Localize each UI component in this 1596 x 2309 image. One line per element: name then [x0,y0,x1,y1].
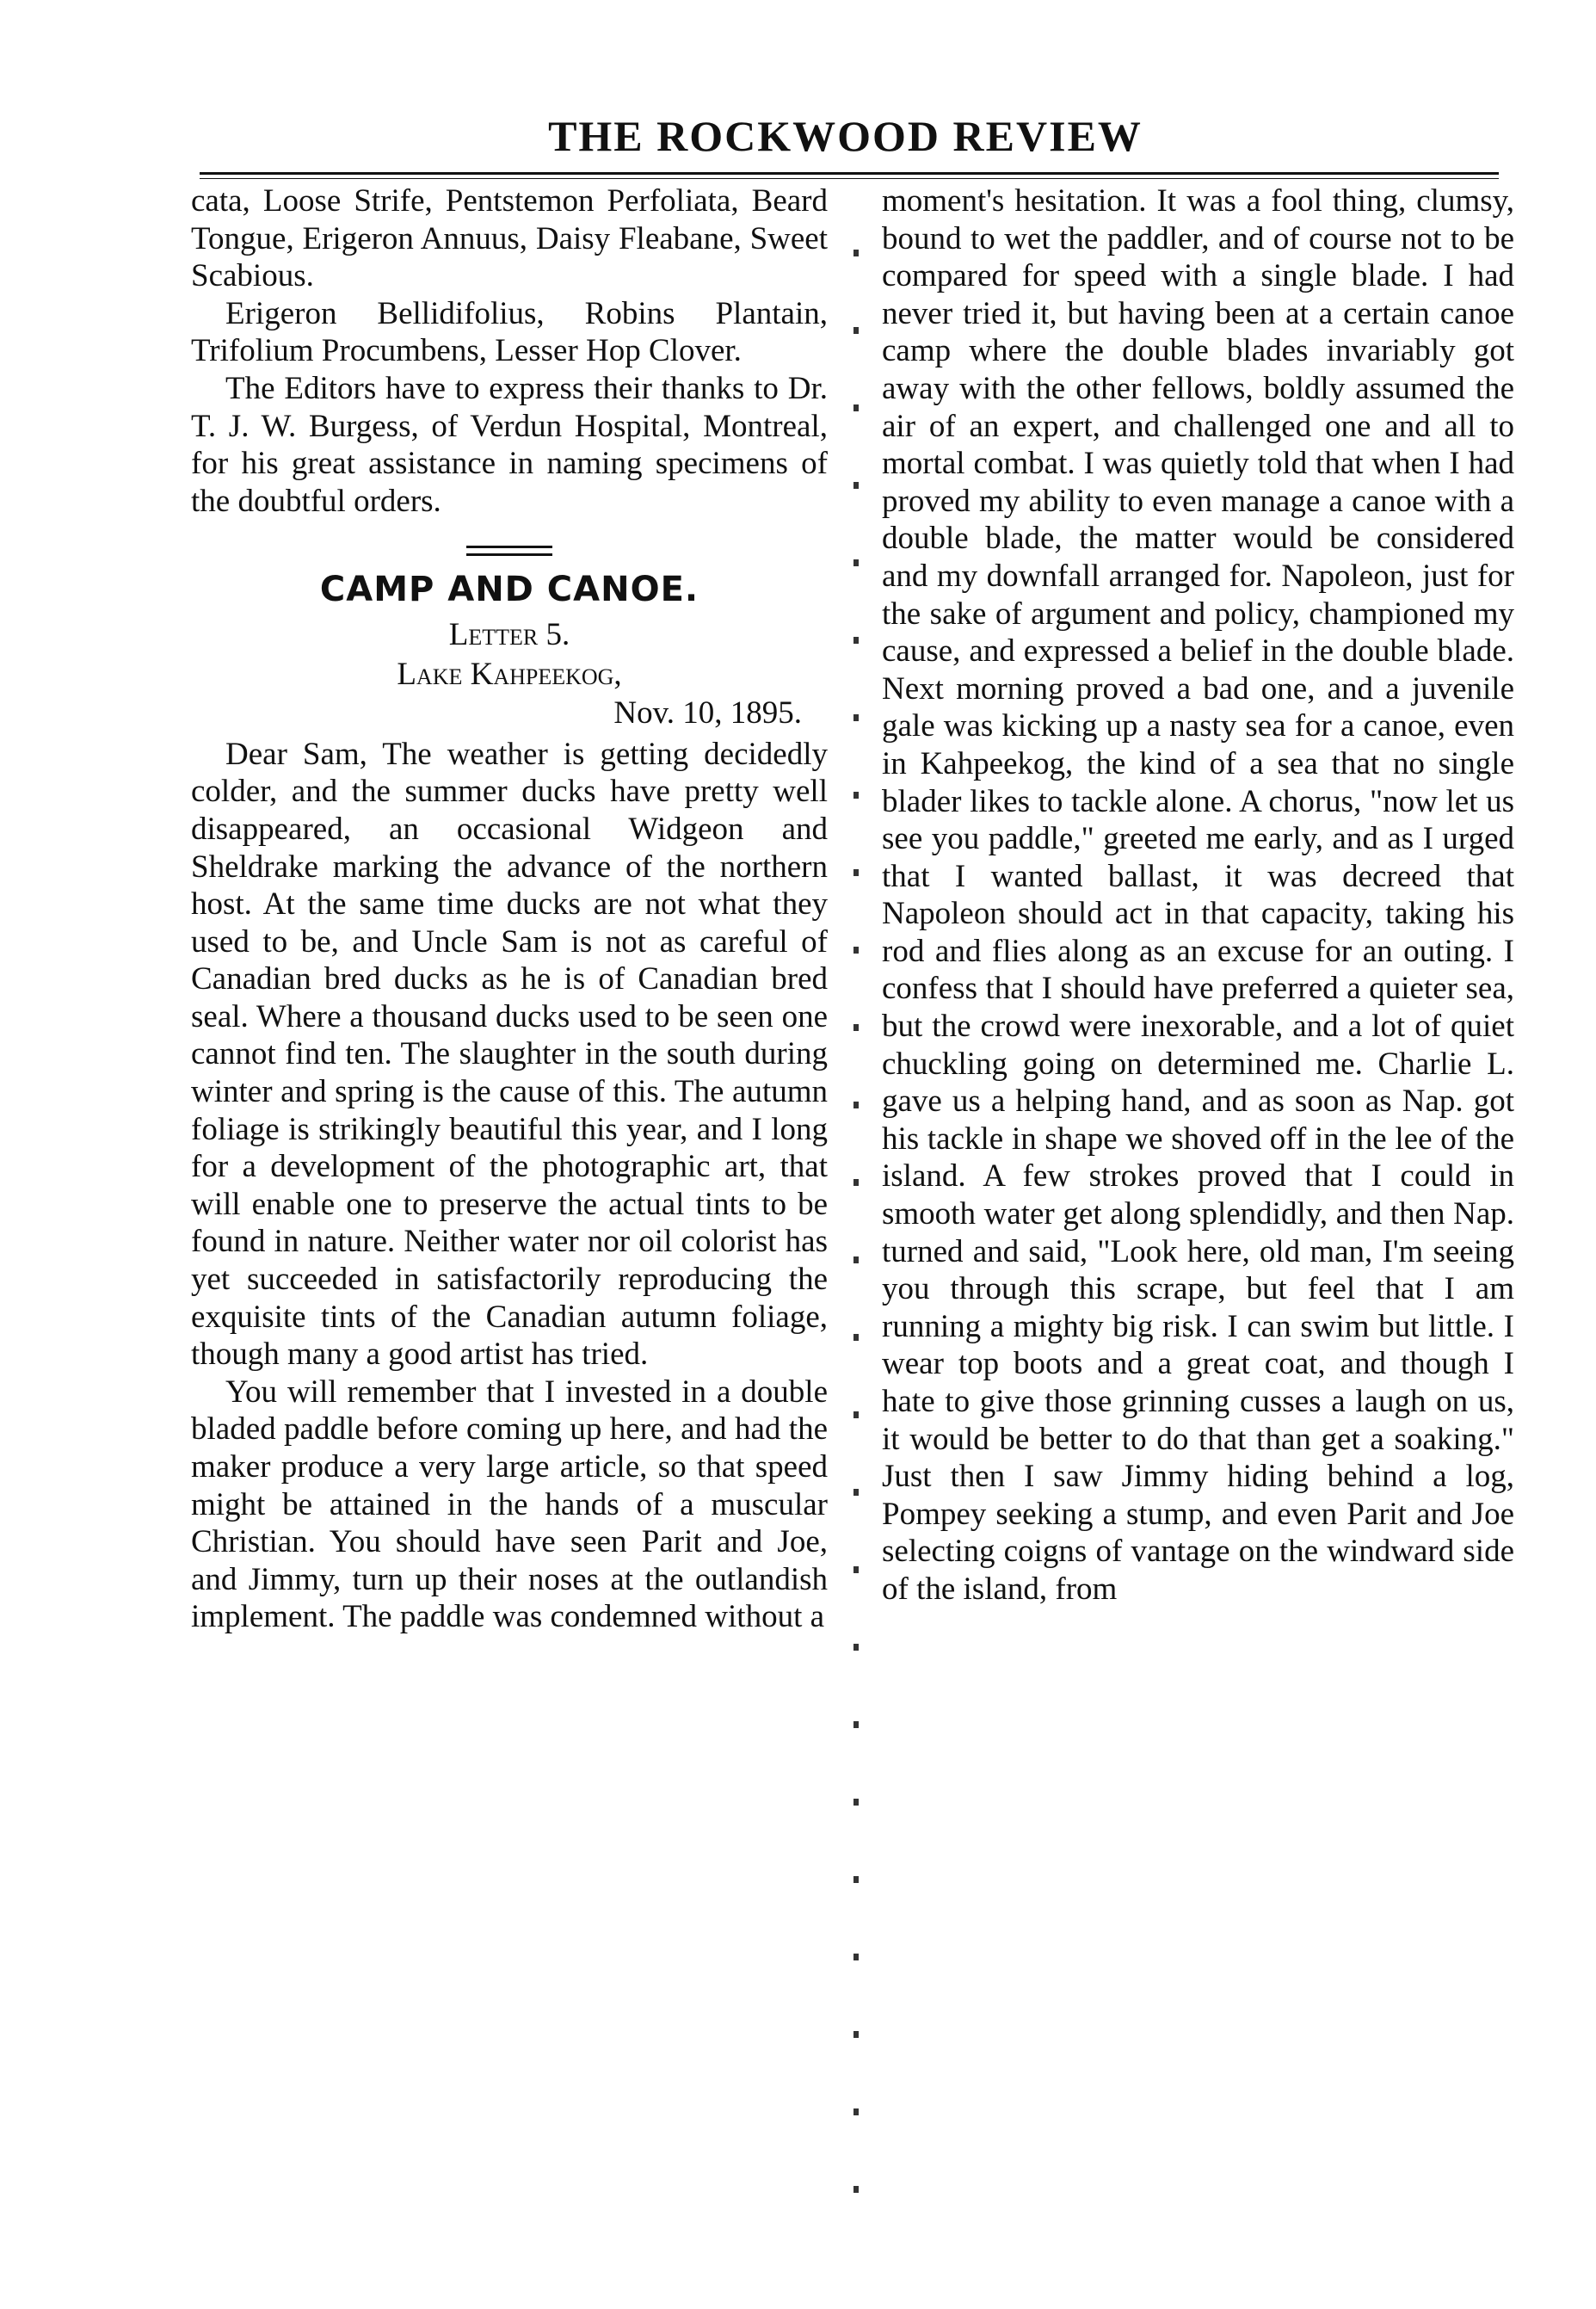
paragraph-double-paddle: You will remember that I invested in a double bladed paddle before coming up here, and had the maker produce a very large article, so that speed might be attained in the hands of a muscular Christian. You should have seen Parit and Joe, and Jimmy, turn up their noses at the outlandish implement. The paddle was condemned without a [191,1374,828,1635]
column-divider [853,250,859,2246]
letter-number: Letter 5. [448,616,570,652]
paragraph-canoe-story: moment's hesitation. It was a fool thing, clumsy, bound to wet the paddler, and of course not to be compared for speed with a single blade. I had never tried it, but having been at a certain canoe camp where the double blades invariably got away with the other fellows, boldly assumed the air of an expert, and challenged one and all to mortal combat. I was quietly told that when I had proved my ability to even manage a canoe with a double blade, the matter would be considered and my downfall arranged for. Napoleon, just for the sake of argument and policy, championed my cause, and expressed a belief in the double blade. Next morning proved a bad one, and a juvenile gale was kicking up a nasty sea for a canoe, even in Kahpeekog, the kind of a sea that no single blader likes to tackle alone. A chorus, "now let us see you paddle," greeted me early, and as I urged that I wanted ballast, it was decreed that Napoleon should act in that capacity, taking his rod and flies along as an excuse for an outing. I confess that I should have preferred a quieter sea, but the crowd were inexorable, and a lot of quiet chuckling going on determined me. Charlie L. gave us a helping hand, and as soon as Nap. got his tackle in shape we shoved off in the lee of the island. A few strokes proved that I could in smooth water get along splendidly, and then Nap. turned and said, "Look here, old man, I'm seeing you through this scrape, but feel that I am running a mighty big risk. I can swim but little. I wear top boots and a great coat, and though I hate to give those grinning cusses a laugh on us, it would be better to do that than get a soaking." Just then I saw Jimmy hiding behind a log, Pompey seeking a stump, and even Parit and Joe selecting coigns of vantage on the windward side of the island, from [882,183,1514,1607]
section-title: CAMP AND CANOE. [319,570,699,610]
paragraph-editors-thanks: The Editors have to express their thanks to Dr. T. J. W. Burgess, of Verdun Hospital, Montreal, for his great assistance in naming specimens of the doubtful orders. [191,370,828,519]
paragraph-plant-list: cata, Loose Strife, Pentstemon Perfoliata, Beard Tongue, Erigeron Annuus, Daisy Fleabane, Sweet Scabious. [191,183,828,294]
paragraph-dear-sam: Dear Sam, The weather is getting decidedly colder, and the summer ducks have pretty well disappeared, an occasional Widgeon and Sheldrake marking the advance of the northern host. At the same time ducks are not what they used to be, and Uncle Sam is not as careful of Canadian bred ducks as he is of Canadian bred seal. Where a thousand ducks used to be seen one cannot find ten. The slaughter in the south during winter and spring is the cause of this. The autumn foliage is strikingly beautiful this year, and I long for a development of the photographic art, that will enable one to preserve the actual tints to be found in nature. Neither water nor oil colorist has yet succeeded in satisfactorily reproducing the exquisite tints of the Canadian autumn foliage, though many a good artist has tried. [191,736,828,1373]
letter-place: Lake Kahpeekog, [397,656,622,692]
page-header: THE ROCKWOOD REVIEW [548,112,1143,160]
right-column [882,182,1514,1608]
left-column [191,182,828,1636]
section-separator [466,546,552,556]
header-rule [200,172,1499,179]
letter-date: Nov. 10, 1895. [613,695,802,732]
paragraph-plant-list-2: Erigeron Bellidifolius, Robins Plantain, Trifolium Procumbens, Lesser Hop Clover. [191,295,828,369]
